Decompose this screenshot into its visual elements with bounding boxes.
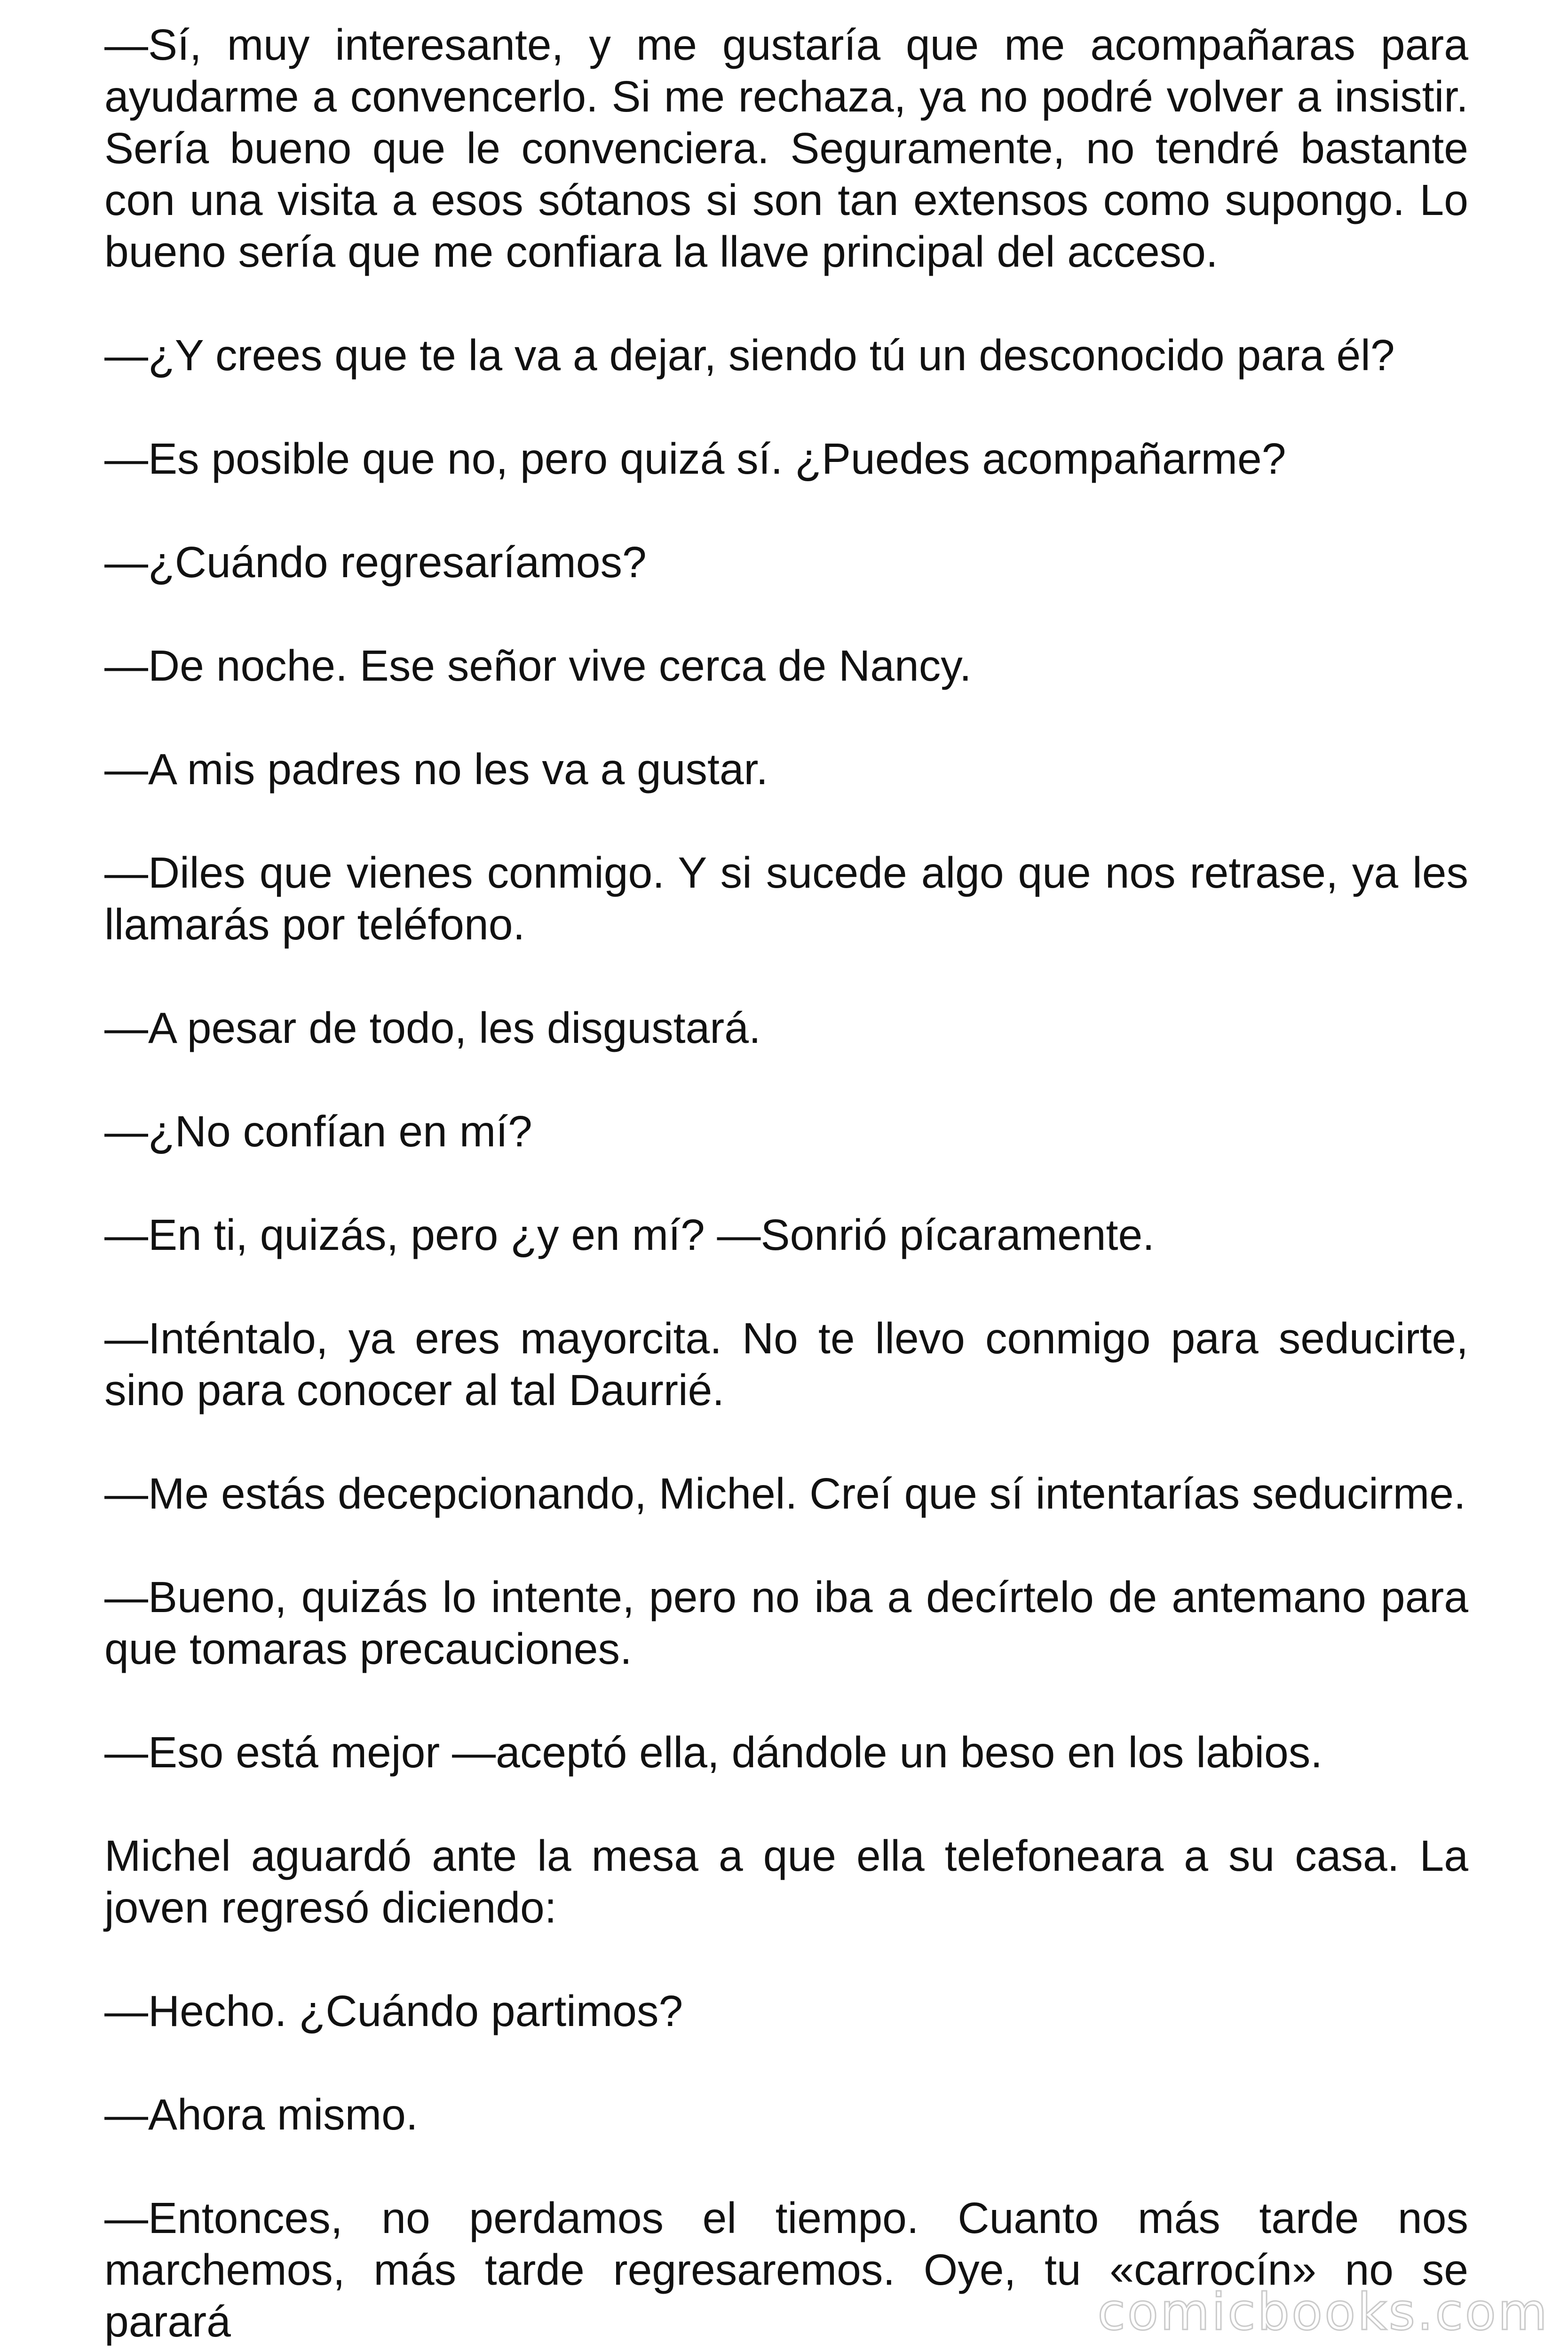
paragraph: —Eso está mejor —aceptó ella, dándole un beso en los labios. [104,1728,1323,1777]
paragraph: —A mis padres no les va a gustar. [104,745,768,794]
paragraph: —A pesar de todo, les disgustará. [104,1003,761,1052]
paragraph: —Entonces, no perdamos el tiempo. Cuanto más tarde nos marchemos, más tarde regresaremos. Oye, tu «carrocín» no se parará [104,2193,1468,2346]
paragraph: —Bueno, quizás lo intente, pero no iba a decírtelo de antemano para que tomaras precauciones. [104,1573,1468,1673]
paragraph: —¿Cuándo regresaríamos? [104,538,647,587]
paragraph: —Es posible que no, pero quizá sí. ¿Puedes acompañarme? [104,434,1286,483]
paragraph: —Me estás decepcionando, Michel. Creí que sí intentarías seducirme. [104,1469,1466,1518]
paragraph: —Diles que vienes conmigo. Y si sucede algo que nos retrase, ya les llamarás por teléfono. [104,848,1468,949]
paragraph: —¿Y crees que te la va a dejar, siendo tú un desconocido para él? [104,331,1395,380]
paragraph: —Sí, muy interesante, y me gustaría que me acompañaras para ayudarme a convencerlo. Si me rechaza, ya no podré volver a insistir. Sería bueno que le convenciera. Seguramente, no tendré bastante con una visita a esos sótanos si son tan extensos como supongo. Lo bueno sería que me confiara la llave principal del acceso. [104,20,1468,276]
paragraph: —Inténtalo, ya eres mayorcita. No te llevo conmigo para seducirte, sino para conocer al tal Daurrié. [104,1314,1468,1414]
paragraph: Michel aguardó ante la mesa a que ella telefoneara a su casa. La joven regresó diciendo: [104,1831,1468,1932]
paragraph: —Ahora mismo. [104,2090,418,2139]
page-text [104,19,1468,2347]
paragraph: —¿No confían en mí? [104,1107,532,1156]
paragraph: —Hecho. ¿Cuándo partimos? [104,1986,683,2035]
paragraph: —En ti, quizás, pero ¿y en mí? —Sonrió pícaramente. [104,1210,1155,1259]
paragraph: —De noche. Ese señor vive cerca de Nancy. [104,641,972,690]
watermark: comicbooks.com [1097,2283,1549,2342]
